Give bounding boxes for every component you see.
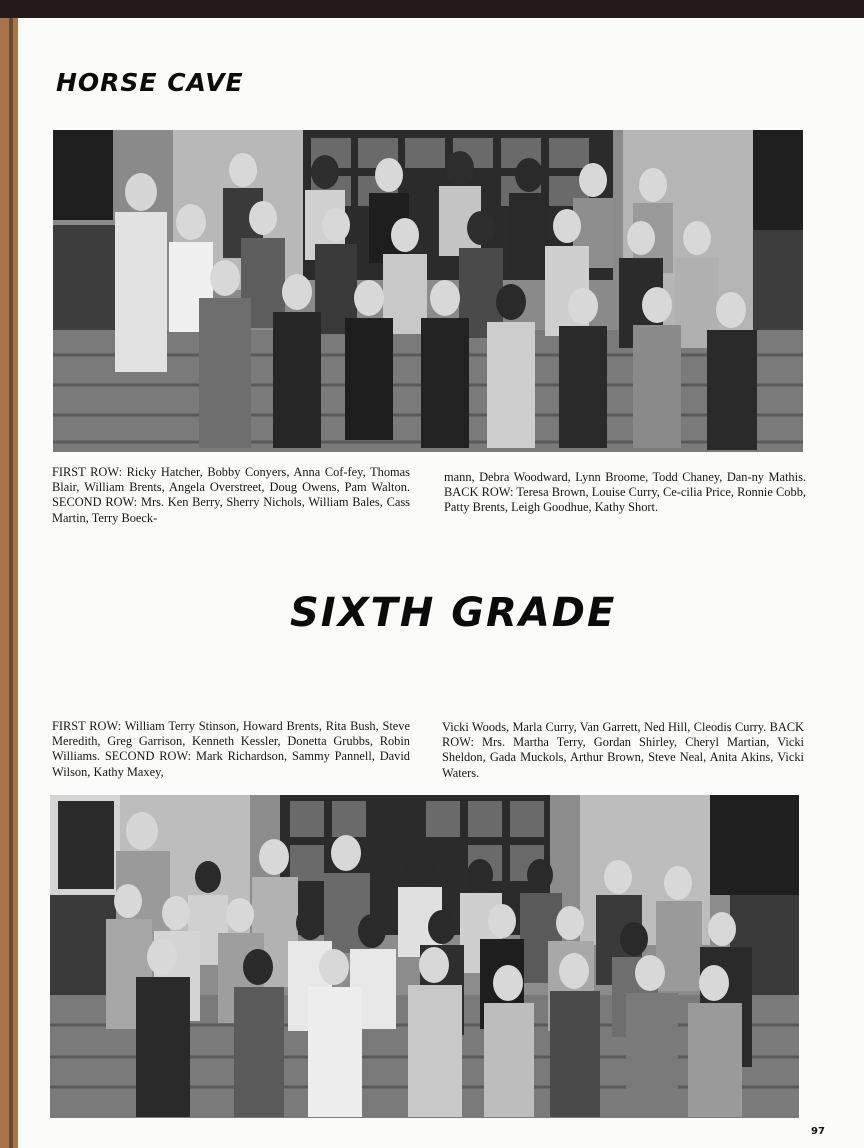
- book-spine-edge: [0, 18, 18, 1148]
- section-heading-sixth-grade: SIXTH GRADE: [290, 590, 617, 636]
- section-heading-horse-cave: HORSE CAVE: [56, 68, 244, 97]
- page-number: 97: [811, 1126, 825, 1137]
- caption-photo2-column1: FIRST ROW: William Terry Stinson, Howard Brents, Rita Bush, Steve Meredith, Greg Garrison, Kenneth Kessler, Donetta Grubbs, Robin Williams. SECOND ROW: Mark Richardson, Sammy Pannell, David Wilson, Kathy Maxey,: [52, 719, 410, 779]
- class-photo-sixth-grade: [50, 795, 799, 1118]
- class-photo-horse-cave: [53, 130, 803, 452]
- scan-top-edge: [0, 0, 864, 18]
- yearbook-page: [18, 18, 864, 1148]
- caption-photo1-column1: FIRST ROW: Ricky Hatcher, Bobby Conyers, Anna Cof-fey, Thomas Blair, William Brents, Angela Overstreet, Doug Owens, Pam Walton. SECOND ROW: Mrs. Ken Berry, Sherry Nichols, William Bales, Cass Martin, Terry Boeck-: [52, 465, 410, 525]
- class-photo-graphic-1: [53, 130, 803, 452]
- caption-photo1-column2: mann, Debra Woodward, Lynn Broome, Todd Chaney, Dan-ny Mathis. BACK ROW: Teresa Brown, Louise Curry, Ce-cilia Price, Ronnie Cobb, Patty Brents, Leigh Goodhue, Kathy Short.: [444, 470, 806, 515]
- caption-photo2-column2: Vicki Woods, Marla Curry, Van Garrett, Ned Hill, Cleodis Curry. BACK ROW: Mrs. Martha Terry, Gordan Shirley, Cheryl Martian, Vicki Sheldon, Gada Muckols, Arthur Brown, Steve Neal, Anita Akins, Vicki Waters.: [442, 720, 804, 780]
- class-photo-graphic-2: [50, 795, 799, 1118]
